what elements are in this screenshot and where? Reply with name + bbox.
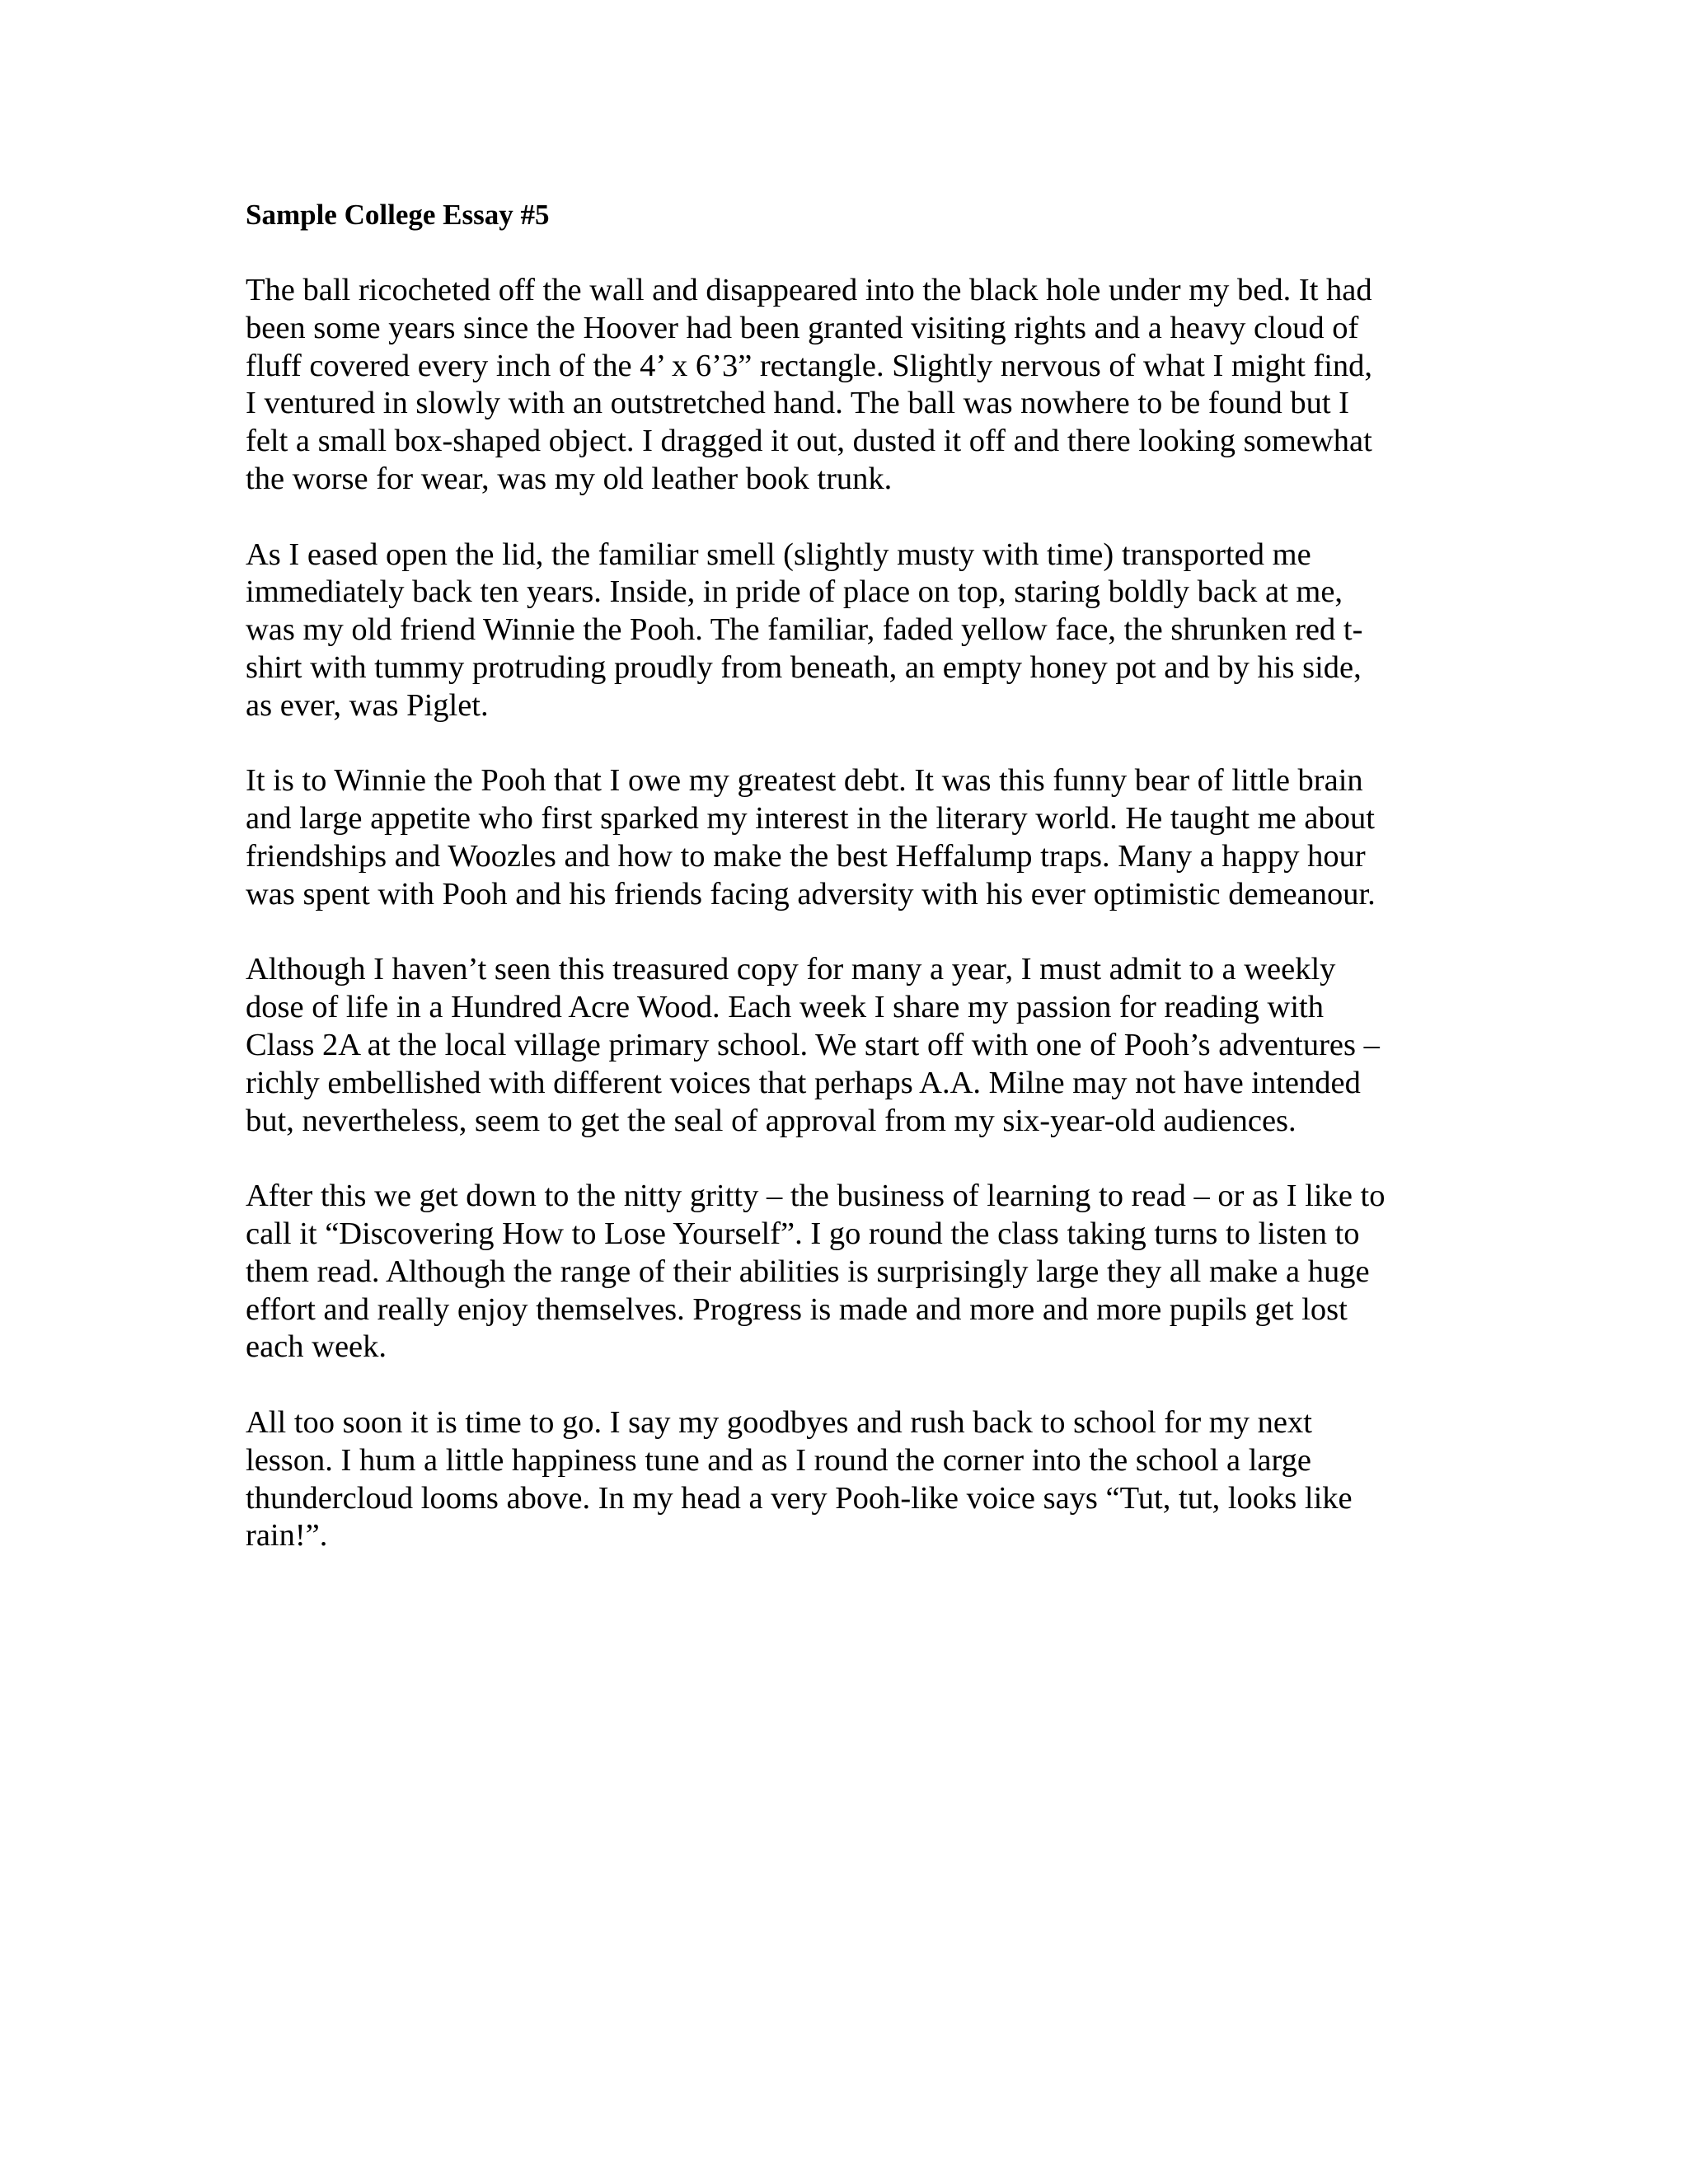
- essay-title: Sample College Essay #5: [246, 199, 550, 231]
- text-line: richly embellished with different voices that perhaps A.A. Milne may not have intended: [246, 1065, 1361, 1100]
- text-line: Although I haven’t seen this treasured copy for many a year, I must admit to a weekly: [246, 952, 1336, 987]
- text-line: rain!”.: [246, 1518, 328, 1554]
- paragraph-1: [246, 272, 1449, 499]
- paragraph-4: [246, 951, 1449, 1140]
- text-line: All too soon it is time to go. I say my goodbyes and rush back to school for my next: [246, 1404, 1312, 1440]
- text-line: but, nevertheless, seem to get the seal of approval from my six-year-old audiences.: [246, 1103, 1296, 1138]
- text-line: immediately back ten years. Inside, in pride of place on top, staring boldly back at me,: [246, 574, 1343, 610]
- text-line: been some years since the Hoover had been granted visiting rights and a heavy cloud of: [246, 310, 1359, 345]
- paragraph-5: [246, 1178, 1449, 1366]
- text-line: felt a small box-shaped object. I dragged it out, dusted it off and there looking somewhat: [246, 424, 1372, 459]
- text-line: Class 2A at the local village primary school. We start off with one of Pooh’s adventures –: [246, 1027, 1380, 1062]
- text-line: call it “Discovering How to Lose Yourself”. I go round the class taking turns to listen to: [246, 1216, 1360, 1251]
- text-line: It is to Winnie the Pooh that I owe my greatest debt. It was this funny bear of little brain: [246, 763, 1363, 799]
- text-line: effort and really enjoy themselves. Progress is made and more and more pupils get lost: [246, 1291, 1348, 1327]
- text-line: as ever, was Piglet.: [246, 687, 489, 723]
- paragraph-6: [246, 1404, 1449, 1555]
- text-line: shirt with tummy protruding proudly from beneath, an empty honey pot and by his side,: [246, 649, 1362, 685]
- text-line: The ball ricocheted off the wall and disappeared into the black hole under my bed. It had: [246, 273, 1372, 307]
- text-line: each week.: [246, 1329, 387, 1365]
- paragraph-2: [246, 537, 1449, 725]
- text-line: After this we get down to the nitty gritty – the business of learning to read – or as I like to: [246, 1179, 1386, 1214]
- text-line: dose of life in a Hundred Acre Wood. Each week I share my passion for reading with: [246, 990, 1325, 1025]
- text-line: was my old friend Winnie the Pooh. The familiar, faded yellow face, the shrunken red t-: [246, 612, 1363, 648]
- document-body: [246, 196, 1449, 1593]
- text-line: and large appetite who first sparked my interest in the literary world. He taught me about: [246, 801, 1375, 837]
- text-line: friendships and Woozles and how to make the best Heffalump traps. Many a happy hour: [246, 838, 1366, 874]
- text-line: them read. Although the range of their abilities is surprisingly large they all make a huge: [246, 1254, 1370, 1289]
- text-line: As I eased open the lid, the familiar smell (slightly musty with time) transported me: [246, 537, 1311, 572]
- paragraph-3: [246, 762, 1449, 913]
- text-line: the worse for wear, was my old leather book trunk.: [246, 461, 893, 496]
- text-line: was spent with Pooh and his friends facing adversity with his ever optimistic demeanour.: [246, 876, 1376, 912]
- text-line: lesson. I hum a little happiness tune and as I round the corner into the school a large: [246, 1442, 1311, 1478]
- text-line: I ventured in slowly with an outstretched hand. The ball was nowhere to be found but I: [246, 386, 1349, 421]
- text-line: fluff covered every inch of the 4’ x 6’3” rectangle. Slightly nervous of what I might find,: [246, 348, 1373, 383]
- text-line: thundercloud looms above. In my head a very Pooh-like voice says “Tut, tut, looks like: [246, 1480, 1353, 1516]
